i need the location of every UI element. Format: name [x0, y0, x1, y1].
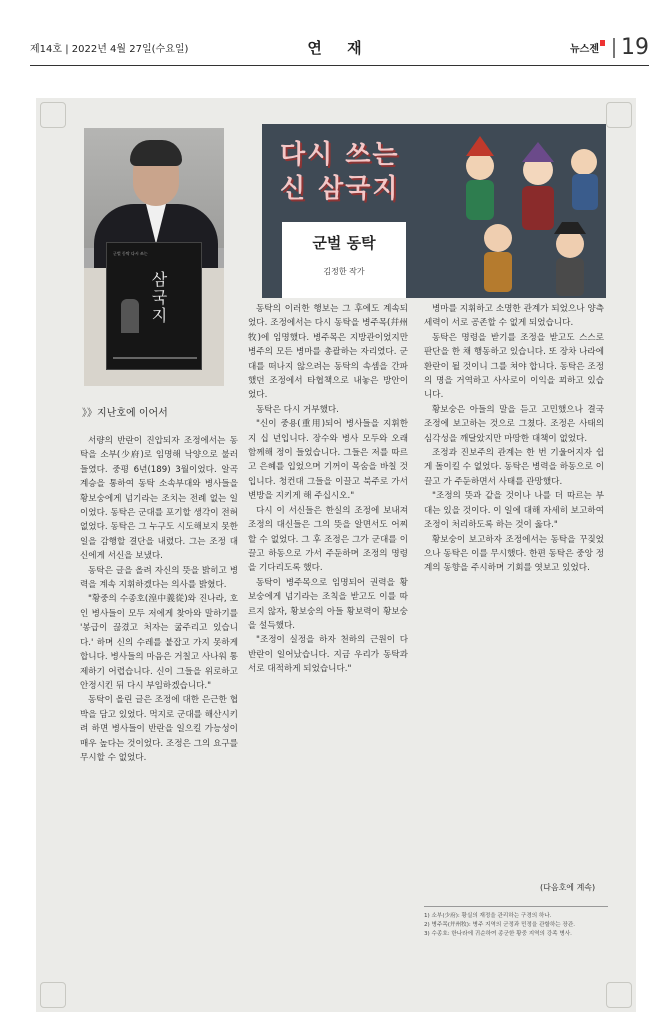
character-bottom-right — [554, 222, 586, 296]
character-center — [522, 142, 554, 230]
series-title — [280, 138, 400, 206]
paragraph: 황보숭은 아들의 말을 듣고 고민했으나 결국 조정에 보고하는 것으로 그쳤다. 조정은 사태의 심각성을 깨달았지만 마땅한 대책이 없었다. — [424, 404, 604, 444]
characters-icon — [438, 126, 606, 298]
brand-logo — [570, 40, 605, 55]
paragraph: "조정이 실정을 하자 천하의 근원이 다 반란이 일어났습니다. 지금 우리가 동탁과 서로 대적하게 되었습니다." — [248, 635, 408, 675]
paragraph: "황중의 수종호(湟中義從)와 진나라, 호인 병사들이 모두 저에게 찾아와 말하기를 '봉급이 끊겼고 처자는 굶주리고 있습니다.' 하며 신의 수레를 붙잡고 가지 못하게 합니다. 병사들의 마음은 거칠고 사나워 통제하기 어렵습니다. 신이 그들을 위로하고 안정시킨 뒤 다시 부임하겠습니다." — [80, 594, 238, 691]
paragraph: 동탁이 올린 글은 조정에 대한 은근한 협박을 담고 있었다. 먹지로 군대를 해산시키려 하면 병사들이 반란을 일으킬 가능성이 매우 높다는 것이었다. 조정은 그의 요구를 무시할 수 없었다. — [80, 695, 238, 763]
character-right — [571, 149, 598, 210]
episode-subtitle: 군벌 동탁 — [312, 234, 376, 252]
section-title: 연 재 — [307, 39, 372, 57]
paragraph: 동탁은 다시 거부했다. — [256, 404, 339, 415]
author-credit: 김정한 작가 — [323, 267, 365, 276]
article-column-2 — [248, 302, 408, 1002]
book-cover-line — [113, 357, 197, 359]
book-cover-title: 삼국지 — [149, 271, 168, 325]
rider-silhouette-icon — [121, 299, 139, 333]
paragraph: 황보숭이 보고하자 조정에서는 동탁을 꾸짖었으나 동탁은 이를 무시했다. 한편 동탁은 중앙 정계의 동향을 주시하며 기회를 엿보고 있었다. — [424, 534, 604, 574]
series-title-line2: 신 삼국지 — [280, 174, 400, 204]
footnote: 1) 소부(少府): 황실의 재정을 관리하는 구경의 하나. — [424, 913, 552, 919]
article-column-1 — [80, 434, 238, 992]
previous-issue-label: 》》지난호에 이어서 — [82, 408, 168, 419]
paragraph: "조정의 뜻과 같을 것이나 나를 더 따르는 부대는 있을 것이다. 이 일에 대해 자세히 보고하여 조정이 처리하도록 하는 것이 옳다." — [424, 491, 604, 531]
cartoon-characters-illustration — [438, 126, 606, 298]
corner-ornament — [606, 102, 632, 128]
page-number: 19 — [621, 35, 649, 60]
footnote: 3) 수종호: 한나라에 귀순하여 종군한 황중 지역의 강족 병사. — [424, 931, 572, 937]
paragraph: "신이 중용(重用)되어 병사들을 지휘한 지 십 년입니다. 장수와 병사 모두와 오래 함께해 정이 들었습니다. 그들은 저를 따르고 은혜를 입었으며 기꺼이 목숨을 바칠 것입니다. 청컨대 그들을 이끌고 북주로 가서 변방을 지키게 해 주십시오." — [248, 419, 408, 502]
book-cover-small-text: 군벌 동탁 다시 쓰는 — [113, 251, 148, 256]
divider — [613, 38, 615, 58]
character-left — [466, 136, 494, 220]
paragraph: 동탁이 병주목으로 임명되어 권력을 황보숭에게 넘기라는 조칙을 받고도 이를 따르지 않자, 황보숭의 아들 황보력이 황보숭을 설득했다. — [248, 577, 408, 631]
paragraph: 조정과 진보주의 관계는 한 번 기울어지자 쉽게 돌이킬 수 없었다. 동탁은 병력을 하동으로 이끌고 가 주둔하면서 사태를 관망했다. — [424, 448, 604, 487]
paragraph: 동탁의 이러한 행보는 그 후에도 계속되었다. 조정에서는 다시 동탁을 병주목(幷州牧)에 임명했다. 병주목은 지방관이었지만 병주의 모든 병마를 총괄하는 자리였다. 군대를 떠나지 않으려는 동탁의 속셈을 간파했던 조정에서 타협책으로 내놓은 방안이었다. — [248, 304, 408, 401]
issue-date: 제14호 | 2022년 4월 27일(수요일) — [30, 44, 189, 55]
page-header — [30, 30, 649, 66]
brand-name: 뉴스젠 — [570, 44, 599, 55]
paragraph: 서량의 반란이 진압되자 조정에서는 동탁을 소부(少府)로 임명해 낙양으로 불러들였다. 중평 6년(189) 3월이었다. 알곡 계승을 통하여 동탁 소속부대와 병사들을 황보숭에게 넘기라는 조치는 전례 없는 일이었다. 동탁은 군대를 포기할 생각이 전혀 없었다. 동탁은 그 누구도 시도해보지 못한 일을 감행할 결단을 내렸다. 그는 조정 대신에게 서신을 보냈다. — [80, 436, 238, 562]
corner-ornament — [606, 982, 632, 1008]
continued-label: (다음호에 계속) — [540, 883, 596, 892]
photo-hair — [130, 140, 182, 166]
series-banner — [262, 124, 606, 298]
flag-icon — [600, 40, 605, 46]
corner-ornament — [40, 982, 66, 1008]
character-bottom-left — [484, 224, 512, 292]
paragraph: 다시 이 서신들은 한실의 조정에 보내져 조정의 대신들은 그의 뜻을 알면서도 어찌할 수 없었다. 그 후 조정은 그가 군대를 이끌고 하동으로 가서 주둔하며 조정의 명령을 기다리도록 했다. — [248, 505, 408, 574]
paragraph: 병마를 지휘하고 소명한 관계가 되었으나 양측 세력이 서로 공존할 수 없게 되었습니다. — [424, 304, 604, 329]
paragraph: 동탁은 명령을 받기를 조정을 받고도 스스로 판단을 한 채 행동하고 있습니다. 또 장차 나라에 환란이 될 것이니 그를 쳐야 합니다. 동탁은 조정의 명을 거역하고 사사로이 이익을 꾀하고 있습니다. — [424, 332, 604, 401]
footnotes — [424, 906, 608, 939]
series-title-line1: 다시 쓰는 — [280, 140, 400, 170]
footnote: 2) 병주목(幷州牧): 병주 지역의 군정과 민정을 관할하는 장관. — [424, 922, 576, 928]
paragraph: 동탁은 글을 올려 자신의 뜻을 밝히고 병력을 계속 지휘하겠다는 의사를 밝혔다. — [80, 565, 238, 591]
article-column-3 — [424, 302, 604, 894]
book-cover — [106, 242, 202, 370]
corner-ornament — [40, 102, 66, 128]
banner-label-box — [282, 222, 406, 298]
